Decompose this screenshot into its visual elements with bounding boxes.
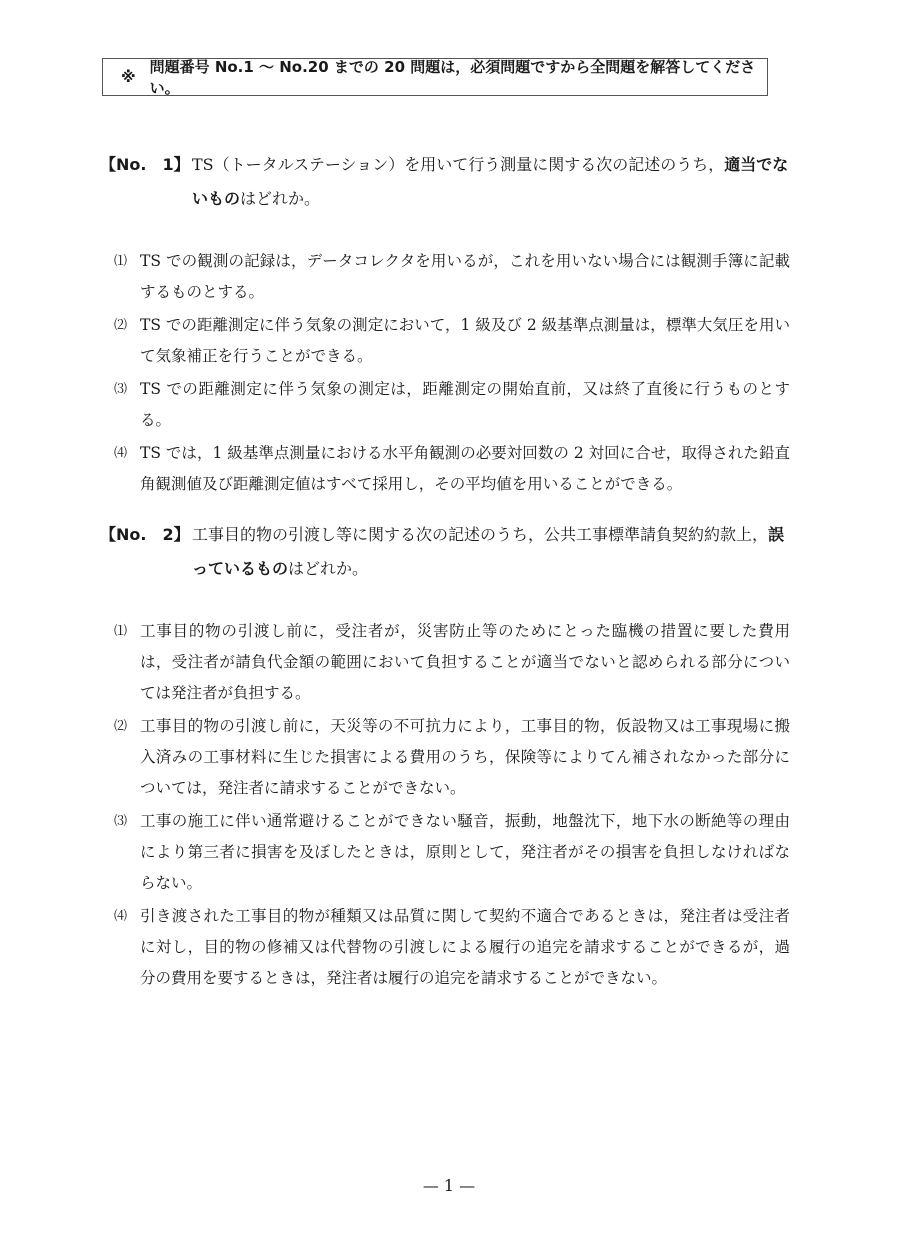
option-text: 工事目的物の引渡し前に，天災等の不可抗力により，工事目的物，仮設物又は工事現場に搬入済みの工事材料に生じた損害による費用のうち，保険等によりてん補されなかった部分については，発注者に請求することができない。 (140, 717, 790, 797)
option-label: ⑷ (114, 446, 128, 461)
option-label: ⑷ (114, 909, 128, 924)
option-text: TS での距離測定に伴う気象の測定において，1 級及び 2 級基準点測量は，標準大気圧を用いて気象補正を行うことができる。 (140, 316, 790, 365)
option-text: 引き渡された工事目的物が種類又は品質に関して契約不適合であるときは，発注者は受注者に対し，目的物の修補又は代替物の引渡しによる履行の追完を請求することができるが，過分の費用を要するときは，発注者は履行の追完を請求することができない。 (140, 907, 790, 987)
question-number: 【No. 1】 (100, 155, 190, 174)
option-text: 工事の施工に伴い通常避けることができない騒音，振動，地盤沈下，地下水の断絶等の理由により第三者に損害を及ぼしたときは，原則として，発注者がその損害を負担しなければならない。 (140, 812, 790, 892)
options-list (100, 246, 790, 500)
question-text: 工事目的物の引渡し等に関する次の記述のうち，公共工事標準請負契約約款上，誤っているものはどれか。 (192, 525, 785, 578)
option-label: ⑴ (114, 624, 128, 639)
notice-text: 問題番号 No.1 ～ No.20 までの 20 問題は，必須問題ですから全問題を解答してください。 (149, 58, 756, 97)
notice-box (102, 58, 768, 96)
option-label: ⑵ (114, 318, 128, 333)
option-label: ⑶ (114, 814, 128, 829)
option-item (100, 616, 790, 709)
page-number: — 1 — (422, 1176, 476, 1195)
options-list (100, 616, 790, 994)
question-2 (100, 518, 790, 996)
question-text: TS（トータルステーション）を用いて行う測量に関する次の記述のうち，適当でないものはどれか。 (192, 155, 789, 208)
option-item (100, 901, 790, 994)
option-text: TS では，1 級基準点測量における水平角観測の必要対回数の 2 対回に合せ，取得された鉛直角観測値及び距離測定値はすべて採用し，その平均値を用いることができる。 (140, 444, 790, 493)
question-emphasis: 適当でないもの (192, 155, 789, 208)
option-label: ⑶ (114, 382, 128, 397)
option-text: 工事目的物の引渡し前に，受注者が，災害防止等のためにとった臨機の措置に要した費用は，受注者が請負代金額の範囲において負担することが適当でないと認められる部分については発注者が負担する。 (140, 622, 790, 702)
option-item (100, 310, 790, 372)
option-item (100, 438, 790, 500)
option-item (100, 806, 790, 899)
notice-mark: ※ (121, 68, 136, 86)
question-1 (100, 148, 790, 502)
question-emphasis: 誤っているもの (192, 525, 785, 578)
option-text: TS での観測の記録は，データコレクタを用いるが，これを用いない場合には観測手簿に記載するものとする。 (140, 252, 790, 301)
option-item (100, 374, 790, 436)
option-item (100, 711, 790, 804)
question-number: 【No. 2】 (100, 525, 190, 544)
option-text: TS での距離測定に伴う気象の測定は，距離測定の開始直前，又は終了直後に行うものとする。 (140, 380, 790, 429)
option-label: ⑵ (114, 719, 128, 734)
option-item (100, 246, 790, 308)
option-label: ⑴ (114, 254, 128, 269)
